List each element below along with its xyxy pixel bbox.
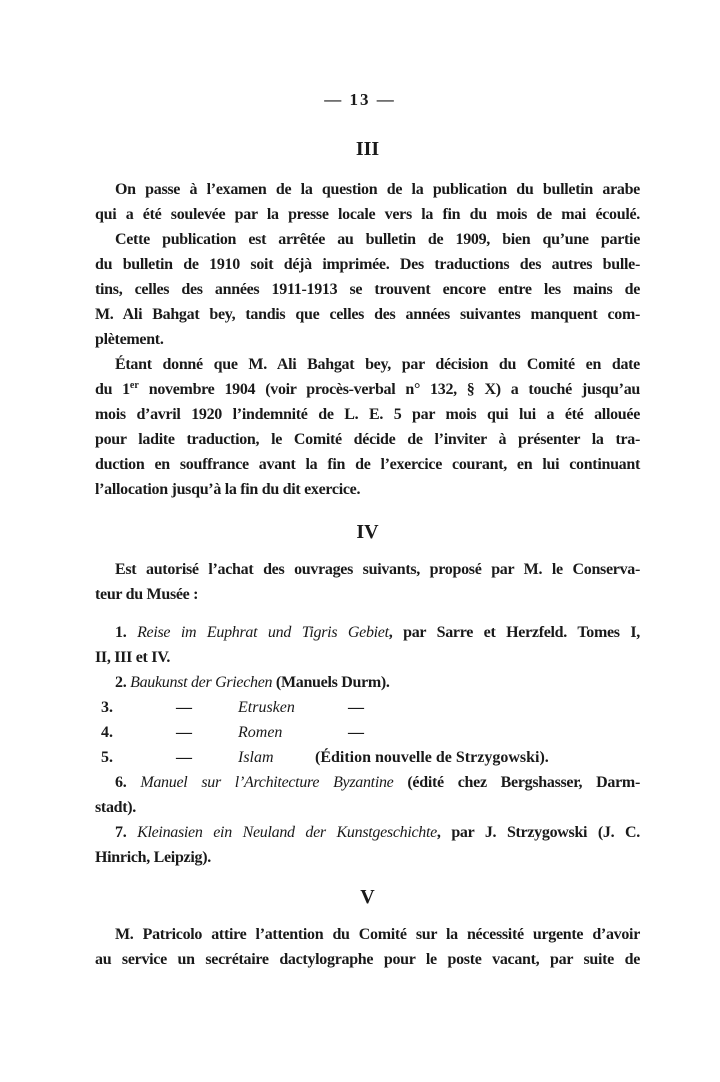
text-line: M. Patricolo attire l’attention du Comité sur la nécessité urgente d’avoir [115,926,640,943]
section-heading: IV [356,521,379,543]
ditto-dash: — [176,749,192,766]
text-run: novembre 1904 (voir procès-verbal n° 132, § X) a touché jusqu’au [138,381,640,398]
text-line: M. Ali Bahgat bey, tandis que celles des années suivantes manquent com- [95,306,640,323]
text-run: 2. [115,674,131,691]
content [95,0,640,972]
paragraph [95,227,640,352]
paragraph [95,670,640,695]
text-run: du 1 [95,381,130,398]
text-line: II, III et IV. [95,649,171,666]
book-title: Etrusken [238,699,295,716]
text-line: Est autorisé l’achat des ouvrages suivants, proposé par M. le Conserva- [115,561,640,578]
text-line: tins, celles des années 1911-1913 se trouvent encore entre les mains de [95,281,640,298]
text-line [95,620,640,645]
text-run: (édité chez Bergshasser, Darm- [393,774,640,791]
item-number: 4. [101,724,113,741]
superscript: er [129,380,139,391]
paragraph [95,620,640,670]
ditto-dash: — [176,724,192,741]
list-item-ditto [95,695,640,720]
text-line [95,670,640,695]
book-title: Baukunst der Griechen [130,674,273,691]
ditto-dash: — [176,699,192,716]
text-line: stadt). [95,799,137,816]
page-number-header: — 13 — [324,90,396,109]
text-line: l’allocation jusqu’à la fin du dit exercice. [95,481,361,498]
book-title: Manuel sur l’Architecture Byzantine [140,774,394,791]
text-line: Cette publication est arrêtée au bulletin de 1909, bien qu’une partie [115,231,640,248]
paragraph [95,820,640,870]
book-title: Romen [238,724,283,741]
book-title: Reise im Euphrat und Tigris Gebiet [137,624,389,641]
section-heading: V [360,886,375,908]
text-line: qui a été soulevée par la presse locale vers la fin du mois de mai écoulé. [95,206,640,223]
paragraph [95,770,640,820]
item-note: (Édition nouvelle de Strzygowski). [315,749,549,766]
text-run: , par Sarre et Herzfeld. Tomes I, [388,624,640,641]
paragraph [95,352,640,502]
item-number: 3. [101,699,113,716]
list-item-ditto [95,745,640,770]
text-run: 6. [115,774,141,791]
ditto-dash: — [348,724,364,741]
section-heading: III [355,138,380,160]
text-line: au service un secrétaire dactylographe pour le poste vacant, par suite de [95,951,640,968]
text-line: On passe à l’examen de la question de la publication du bulletin arabe [115,181,640,198]
book-title: Islam [238,749,274,766]
text-run: , par J. Strzygowski (J. C. [436,824,640,841]
text-line: mois d’avril 1920 l’indemnité de L. E. 5 par mois qui lui a été allouée [95,406,640,423]
paragraph [95,557,640,607]
text-line: teur du Musée : [95,586,199,603]
text-line: pour ladite traduction, le Comité décide de l’inviter à présenter la tra- [95,431,640,448]
text-run: 1. [115,624,138,641]
text-run: 7. [115,824,138,841]
text-line: plètement. [95,331,164,348]
paragraph [95,922,640,972]
text-line: duction en souffrance avant la fin de l’exercice courant, en lui continuant [95,456,640,473]
text-line: Hinrich, Leipzig). [95,849,211,866]
book-title: Kleinasien ein Neuland der Kunstgeschichte [137,824,437,841]
text-line: du bulletin de 1910 soit déjà imprimée. Des traductions des autres bulle- [95,256,640,273]
text-run: (Manuels Durm). [272,674,390,691]
list-item-ditto [95,720,640,745]
text-line [95,820,640,845]
text-line [95,377,640,402]
item-number: 5. [101,749,113,766]
text-line: Étant donné que M. Ali Bahgat bey, par décision du Comité en date [115,356,640,373]
paragraph [95,177,640,227]
ditto-dash: — [348,699,364,716]
text-line [95,770,640,795]
